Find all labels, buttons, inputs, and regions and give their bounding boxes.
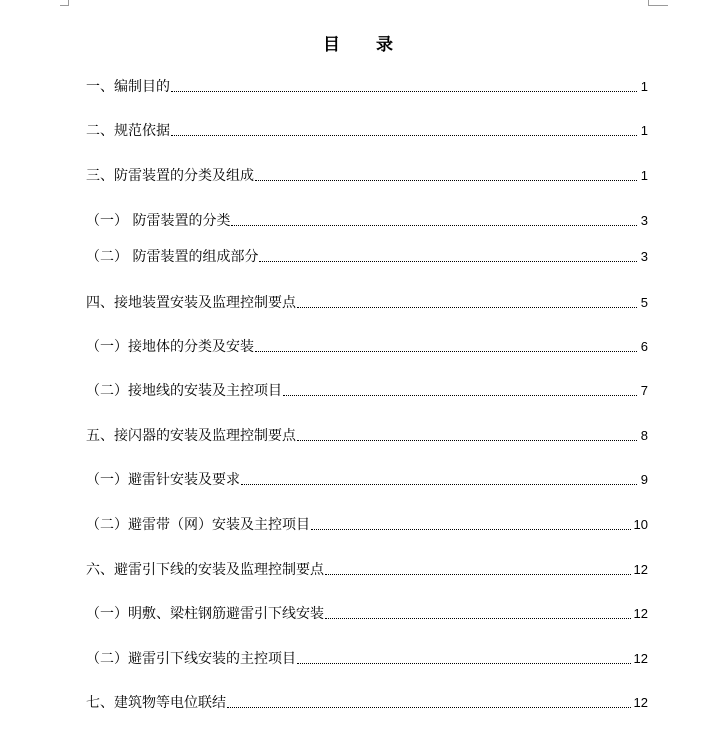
toc-entry-page: 9 bbox=[640, 472, 648, 487]
toc-entry-page: 1 bbox=[640, 123, 648, 138]
toc-entry[interactable] bbox=[86, 121, 648, 141]
toc-entry-page: 1 bbox=[640, 168, 648, 183]
toc-entry-page: 3 bbox=[640, 249, 648, 264]
toc-entry-page: 5 bbox=[640, 295, 648, 310]
toc-title bbox=[0, 30, 716, 55]
toc-entry-page: 7 bbox=[640, 383, 648, 398]
dot-leader bbox=[259, 261, 637, 262]
toc-entry-page: 3 bbox=[640, 213, 648, 228]
dot-leader bbox=[325, 618, 631, 619]
dot-leader bbox=[283, 395, 637, 396]
dot-leader bbox=[231, 225, 637, 226]
toc-entry-label: （一）接地体的分类及安装 bbox=[86, 339, 254, 355]
toc-title-part2: 录 bbox=[376, 35, 393, 55]
dot-leader bbox=[311, 529, 631, 530]
toc-entry-label: 二、规范依据 bbox=[86, 123, 170, 139]
toc-entry[interactable] bbox=[86, 293, 648, 313]
toc-entry-label: 六、避雷引下线的安装及监理控制要点 bbox=[86, 562, 324, 578]
toc-title-part1: 目 bbox=[323, 35, 340, 55]
toc-entry[interactable] bbox=[86, 604, 648, 624]
crop-mark-top-left-h bbox=[60, 5, 69, 6]
toc-entry[interactable] bbox=[86, 381, 648, 401]
toc-entry-label: （二）避雷引下线安装的主控项目 bbox=[86, 651, 296, 667]
toc-entry-label: 四、接地装置安装及监理控制要点 bbox=[86, 295, 296, 311]
dot-leader bbox=[255, 180, 637, 181]
toc-entry-page: 1 bbox=[640, 79, 648, 94]
dot-leader bbox=[297, 663, 631, 664]
toc-entry[interactable] bbox=[86, 515, 648, 535]
dot-leader bbox=[297, 440, 637, 441]
toc-entry[interactable] bbox=[86, 426, 648, 446]
toc-entry-page: 8 bbox=[640, 428, 648, 443]
toc-entry[interactable] bbox=[86, 470, 648, 490]
toc-entry-label: （二）接地线的安装及主控项目 bbox=[86, 383, 282, 399]
toc-entry-label: 三、防雷装置的分类及组成 bbox=[86, 168, 254, 184]
toc-entry-label: 七、建筑物等电位联结 bbox=[86, 695, 226, 711]
toc-entry-page: 10 bbox=[633, 517, 648, 532]
toc-entry-label: （一）明敷、梁柱钢筋避雷引下线安装 bbox=[86, 606, 324, 622]
toc-entry-label: 五、接闪器的安装及监理控制要点 bbox=[86, 428, 296, 444]
toc-entry-label: （二）避雷带（网）安装及主控项目 bbox=[86, 517, 310, 533]
dot-leader bbox=[325, 574, 631, 575]
toc-entry[interactable] bbox=[86, 560, 648, 580]
dot-leader bbox=[171, 135, 637, 136]
toc-entry[interactable] bbox=[86, 693, 648, 713]
dot-leader bbox=[171, 91, 637, 92]
toc-entry-label: （一）避雷针安装及要求 bbox=[86, 472, 240, 488]
toc-entry-page: 12 bbox=[633, 651, 648, 666]
toc-entry-page: 6 bbox=[640, 339, 648, 354]
toc-entry-page: 12 bbox=[633, 606, 648, 621]
dot-leader bbox=[255, 351, 637, 352]
dot-leader bbox=[227, 707, 631, 708]
toc-entry-label: （一） 防雷装置的分类 bbox=[86, 213, 231, 229]
toc-entry-page: 12 bbox=[633, 695, 648, 710]
toc-entry[interactable] bbox=[86, 337, 648, 357]
dot-leader bbox=[297, 307, 637, 308]
toc-entry-label: 一、编制目的 bbox=[86, 79, 170, 95]
toc-entry[interactable] bbox=[86, 649, 648, 669]
crop-mark-top-right-h bbox=[648, 5, 668, 6]
toc-entry[interactable] bbox=[86, 247, 648, 267]
toc-entry-page: 12 bbox=[633, 562, 648, 577]
toc-entry[interactable] bbox=[86, 211, 648, 231]
dot-leader bbox=[241, 484, 637, 485]
toc-entry[interactable] bbox=[86, 77, 648, 97]
toc-entry[interactable] bbox=[86, 166, 648, 186]
toc-entry-label: （二） 防雷装置的组成部分 bbox=[86, 249, 259, 265]
